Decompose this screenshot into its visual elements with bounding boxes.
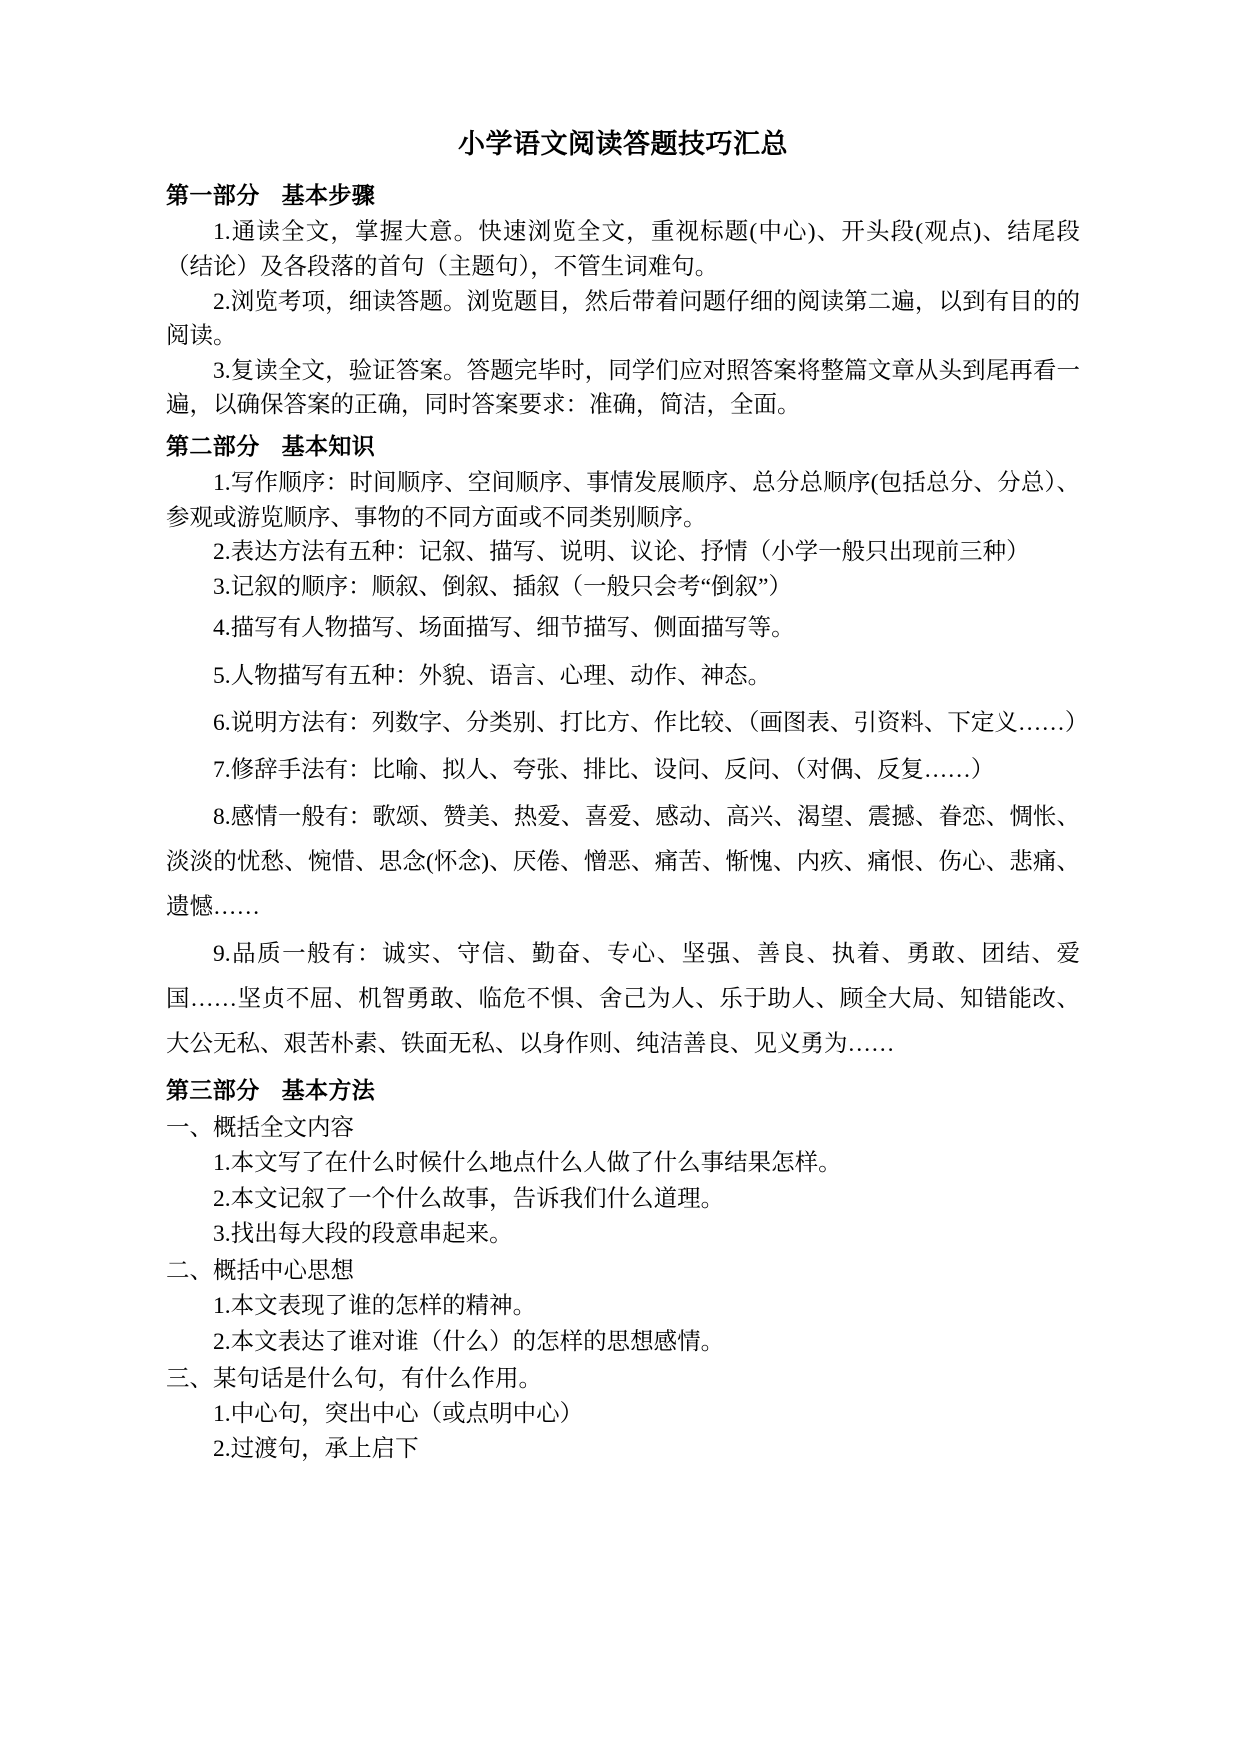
subsection-item: 2.本文表达了谁对谁（什么）的怎样的思想感情。 bbox=[213, 1328, 725, 1355]
subsection-three bbox=[166, 1362, 1080, 1468]
subsection-item: 1.本文写了在什么时候什么地点什么人做了什么事结果怎样。 bbox=[213, 1150, 842, 1177]
subsection-item: 2.过渡句，承上启下 bbox=[213, 1436, 419, 1463]
section-heading-part-2 bbox=[166, 429, 1080, 465]
paragraph: 2.浏览考项，细读答题。浏览题目，然后带着问题仔细的阅读第二遍，以到有目的的阅读。 bbox=[166, 288, 1080, 350]
paragraph: 2.表达方法有五种：记叙、描写、说明、议论、抒情（小学一般只出现前三种） bbox=[213, 539, 1030, 566]
section-label: 第二部分 bbox=[166, 432, 260, 459]
subsection-two bbox=[166, 1254, 1080, 1360]
paragraph: 6.说明方法有：列数字、分类别、打比方、作比较、（画图表、引资料、下定义……） bbox=[213, 709, 1089, 736]
section-heading-part-1 bbox=[166, 178, 1080, 214]
section-label: 第三部分 bbox=[166, 1077, 260, 1104]
section-label: 第一部分 bbox=[166, 181, 260, 208]
subsection-heading: 三、某句话是什么句，有什么作用。 bbox=[166, 1365, 542, 1392]
subsection-item: 2.本文记叙了一个什么故事，告诉我们什么道理。 bbox=[213, 1185, 725, 1212]
subsection-item: 3.找出每大段的段意串起来。 bbox=[213, 1220, 513, 1247]
paragraph: 8.感情一般有：歌颂、赞美、热爱、喜爱、感动、高兴、渴望、震撼、眷恋、惆怅、淡淡的忧愁、惋惜、思念(怀念)、厌倦、憎恶、痛苦、惭愧、内疚、痛恨、伤心、悲痛、遗憾…… bbox=[166, 803, 1080, 921]
section-part-1 bbox=[166, 178, 1080, 423]
subsection-one bbox=[166, 1111, 1080, 1252]
paragraph: 9.品质一般有：诚实、守信、勤奋、专心、坚强、善良、执着、勇敢、团结、爱国……坚贞不屈、机智勇敢、临危不惧、舍己为人、乐于助人、顾全大局、知错能改、大公无私、艰苦朴素、铁面无私、以身作则、纯洁善良、见义勇为…… bbox=[166, 941, 1080, 1058]
subsection-item: 1.本文表现了谁的怎样的精神。 bbox=[213, 1293, 537, 1320]
page-title: 小学语文阅读答题技巧汇总 bbox=[458, 129, 788, 159]
paragraph: 1.通读全文，掌握大意。快速浏览全文，重视标题(中心)、开头段(观点)、结尾段（结论）及各段落的首句（主题句），不管生词难句。 bbox=[166, 219, 1080, 280]
paragraph: 4.描写有人物描写、场面描写、细节描写、侧面描写等。 bbox=[213, 615, 795, 642]
subsection-heading: 二、概括中心思想 bbox=[166, 1258, 354, 1285]
paragraph: 3.复读全文，验证答案。答题完毕时，同学们应对照答案将整篇文章从头到尾再看一遍，以确保答案的正确，同时答案要求：准确，简洁，全面。 bbox=[166, 357, 1080, 419]
paragraph: 3.记叙的顺序：顺叙、倒叙、插叙（一般只会考“倒叙”） bbox=[213, 573, 792, 600]
section-title: 基本方法 bbox=[281, 1077, 376, 1104]
section-title: 基本知识 bbox=[281, 432, 376, 459]
section-part-3 bbox=[166, 1073, 1080, 1467]
section-title: 基本步骤 bbox=[281, 181, 376, 208]
paragraph: 1.写作顺序：时间顺序、空间顺序、事情发展顺序、总分总顺序(包括总分、分总）、参观或游览顺序、事物的不同方面或不同类别顺序。 bbox=[166, 470, 1080, 531]
subsection-heading: 一、概括全文内容 bbox=[166, 1115, 354, 1142]
paragraph: 5.人物描写有五种：外貌、语言、心理、动作、神态。 bbox=[213, 662, 772, 689]
subsection-item: 1.中心句，突出中心（或点明中心） bbox=[213, 1401, 584, 1428]
paragraph: 7.修辞手法有：比喻、拟人、夸张、排比、设问、反问、（对偶、反复……） bbox=[213, 756, 995, 783]
section-part-2 bbox=[166, 429, 1089, 1068]
section-heading-part-3 bbox=[166, 1073, 1080, 1109]
